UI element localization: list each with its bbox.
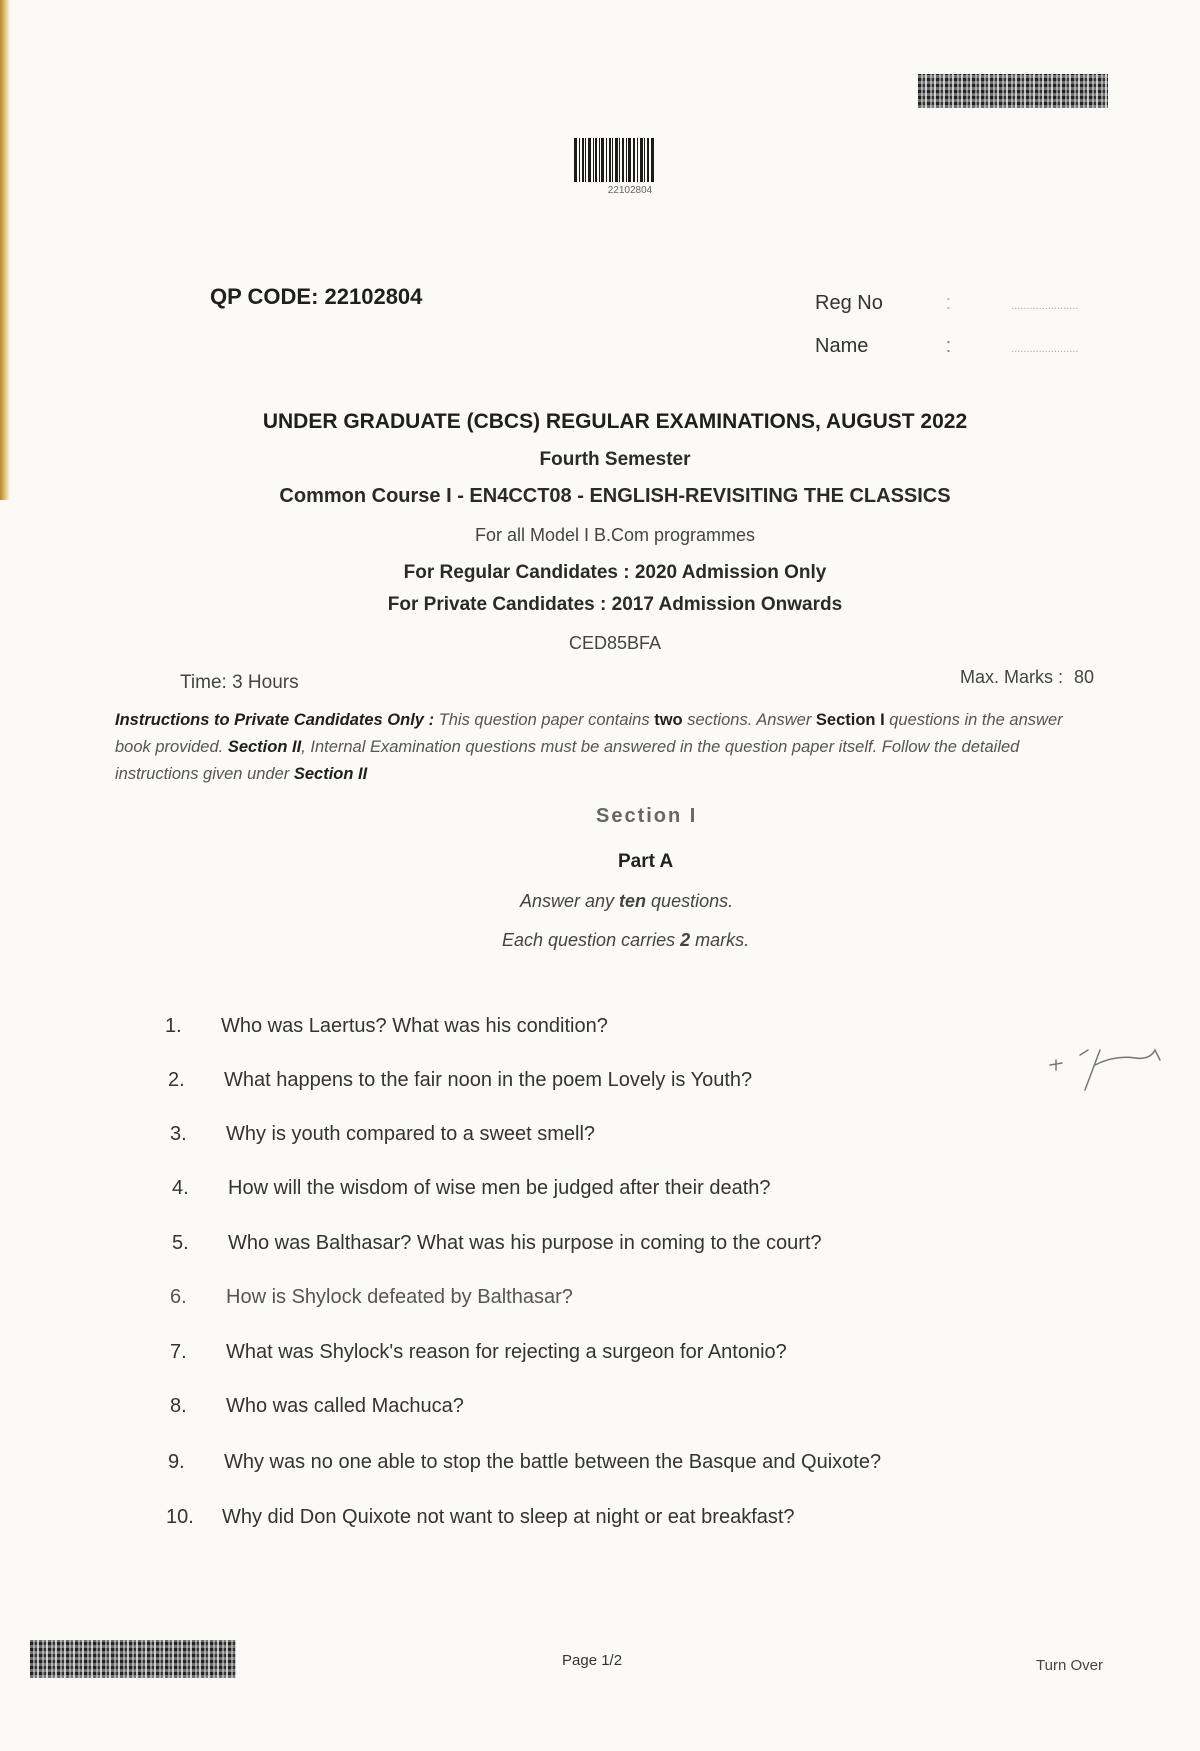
- reg-no-colon: :: [945, 292, 952, 314]
- marks-bold: 2: [680, 930, 691, 950]
- question-text: How will the wisdom of wise men be judged after their death?: [228, 1177, 771, 1199]
- question-number: 7.: [170, 1341, 187, 1363]
- answer-bold: ten: [619, 891, 647, 911]
- exam-course: Common Course I - EN4CCT08 - ENGLISH-REVISITING THE CLASSICS: [279, 485, 951, 507]
- question-number: 3.: [170, 1123, 187, 1145]
- top-right-barcode: [918, 74, 1108, 108]
- question-text: What was Shylock's reason for rejecting a surgeon for Antonio?: [226, 1341, 787, 1363]
- question-9: [168, 1451, 1068, 1474]
- max-marks-value: 80: [1074, 667, 1095, 687]
- exam-programmes: For all Model I B.Com programmes: [474, 525, 756, 545]
- question-2: [168, 1069, 1068, 1092]
- answer-instruction: [520, 891, 733, 912]
- question-text: Why did Don Quixote not want to sleep at night or eat breakfast?: [222, 1506, 795, 1528]
- question-number: 10.: [166, 1506, 194, 1528]
- name-colon: :: [945, 335, 952, 357]
- question-number: 4.: [172, 1177, 189, 1199]
- reg-no-row: [815, 292, 1115, 315]
- name-blank: ......................: [1011, 343, 1079, 355]
- question-text: Who was called Machuca?: [226, 1395, 464, 1417]
- question-text: What happens to the fair noon in the poem Lovely is Youth?: [224, 1069, 753, 1091]
- answer-pre: Answer any: [520, 891, 620, 911]
- exam-time: Time: 3 Hours: [180, 672, 299, 693]
- question-text: Who was Laertus? What was his condition?: [221, 1015, 608, 1037]
- max-marks-label: Max. Marks :: [960, 667, 1064, 687]
- pen-scribble: [1040, 1030, 1200, 1110]
- question-10: [166, 1506, 1066, 1529]
- name-label: Name: [815, 335, 869, 357]
- instructions-lead: Instructions to Private Candidates Only :: [115, 711, 435, 729]
- qp-code-value: 22102804: [324, 284, 423, 309]
- instructions: [115, 707, 1095, 788]
- turn-over: Turn Over: [1036, 1657, 1103, 1674]
- exam-code: CED85BFA: [568, 633, 662, 653]
- instructions-text-1: This question paper contains: [434, 711, 655, 729]
- question-5: [172, 1232, 1072, 1255]
- question-text: Why is youth compared to a sweet smell?: [226, 1123, 596, 1145]
- name-row: [815, 335, 1115, 358]
- section-title: Section I: [596, 805, 698, 827]
- question-number: 9.: [168, 1451, 185, 1473]
- instructions-bold-4: Section II: [293, 765, 368, 783]
- question-number: 5.: [172, 1232, 189, 1254]
- question-number: 6.: [170, 1286, 187, 1308]
- bottom-left-barcode: [30, 1640, 236, 1678]
- question-7: [170, 1341, 1070, 1364]
- question-4: [172, 1177, 1072, 1200]
- barcode-number: 22102804: [607, 185, 653, 196]
- question-8: [170, 1395, 1070, 1418]
- reg-no-label: Reg No: [815, 292, 883, 314]
- exam-title: UNDER GRADUATE (CBCS) REGULAR EXAMINATIONS, AUGUST 2022: [262, 410, 968, 433]
- reg-no-blank: ......................: [1011, 300, 1079, 312]
- instructions-bold-2: Section I: [815, 711, 885, 729]
- question-3: [170, 1123, 1070, 1146]
- question-1: [165, 1015, 1065, 1038]
- question-number: 2.: [168, 1069, 185, 1091]
- question-number: 8.: [170, 1395, 187, 1417]
- answer-post: questions.: [646, 891, 734, 911]
- max-marks: [960, 667, 1094, 688]
- page-number: Page 1/2: [562, 1652, 623, 1669]
- question-text: Why was no one able to stop the battle between the Basque and Quixote?: [224, 1451, 882, 1473]
- instructions-text-2: sections. Answer: [682, 711, 816, 729]
- exam-regular: For Regular Candidates : 2020 Admission Only: [403, 562, 827, 583]
- center-barcode: [574, 138, 684, 182]
- question-number: 1.: [165, 1015, 182, 1037]
- instructions-bold-1: two: [654, 711, 683, 729]
- qp-code-label: QP CODE:: [210, 284, 319, 309]
- qp-code: [210, 284, 422, 310]
- marks-pre: Each question carries: [502, 930, 681, 950]
- instructions-text-4: , Internal Examination questions must be answered in the question paper itself. Follow the detailed instructions given under: [115, 738, 1020, 783]
- marks-post: marks.: [690, 930, 750, 950]
- question-text: How is Shylock defeated by Balthasar?: [226, 1286, 573, 1308]
- instructions-text-3: questions in the answer book provided.: [115, 711, 1063, 756]
- marks-instruction: [502, 930, 749, 951]
- part-title: Part A: [618, 851, 674, 872]
- question-6: [170, 1286, 1070, 1309]
- instructions-bold-3: Section II: [227, 738, 302, 756]
- question-text: Who was Balthasar? What was his purpose in coming to the court?: [228, 1232, 822, 1254]
- exam-semester: Fourth Semester: [539, 449, 691, 470]
- exam-private: For Private Candidates : 2017 Admission Onwards: [387, 594, 843, 615]
